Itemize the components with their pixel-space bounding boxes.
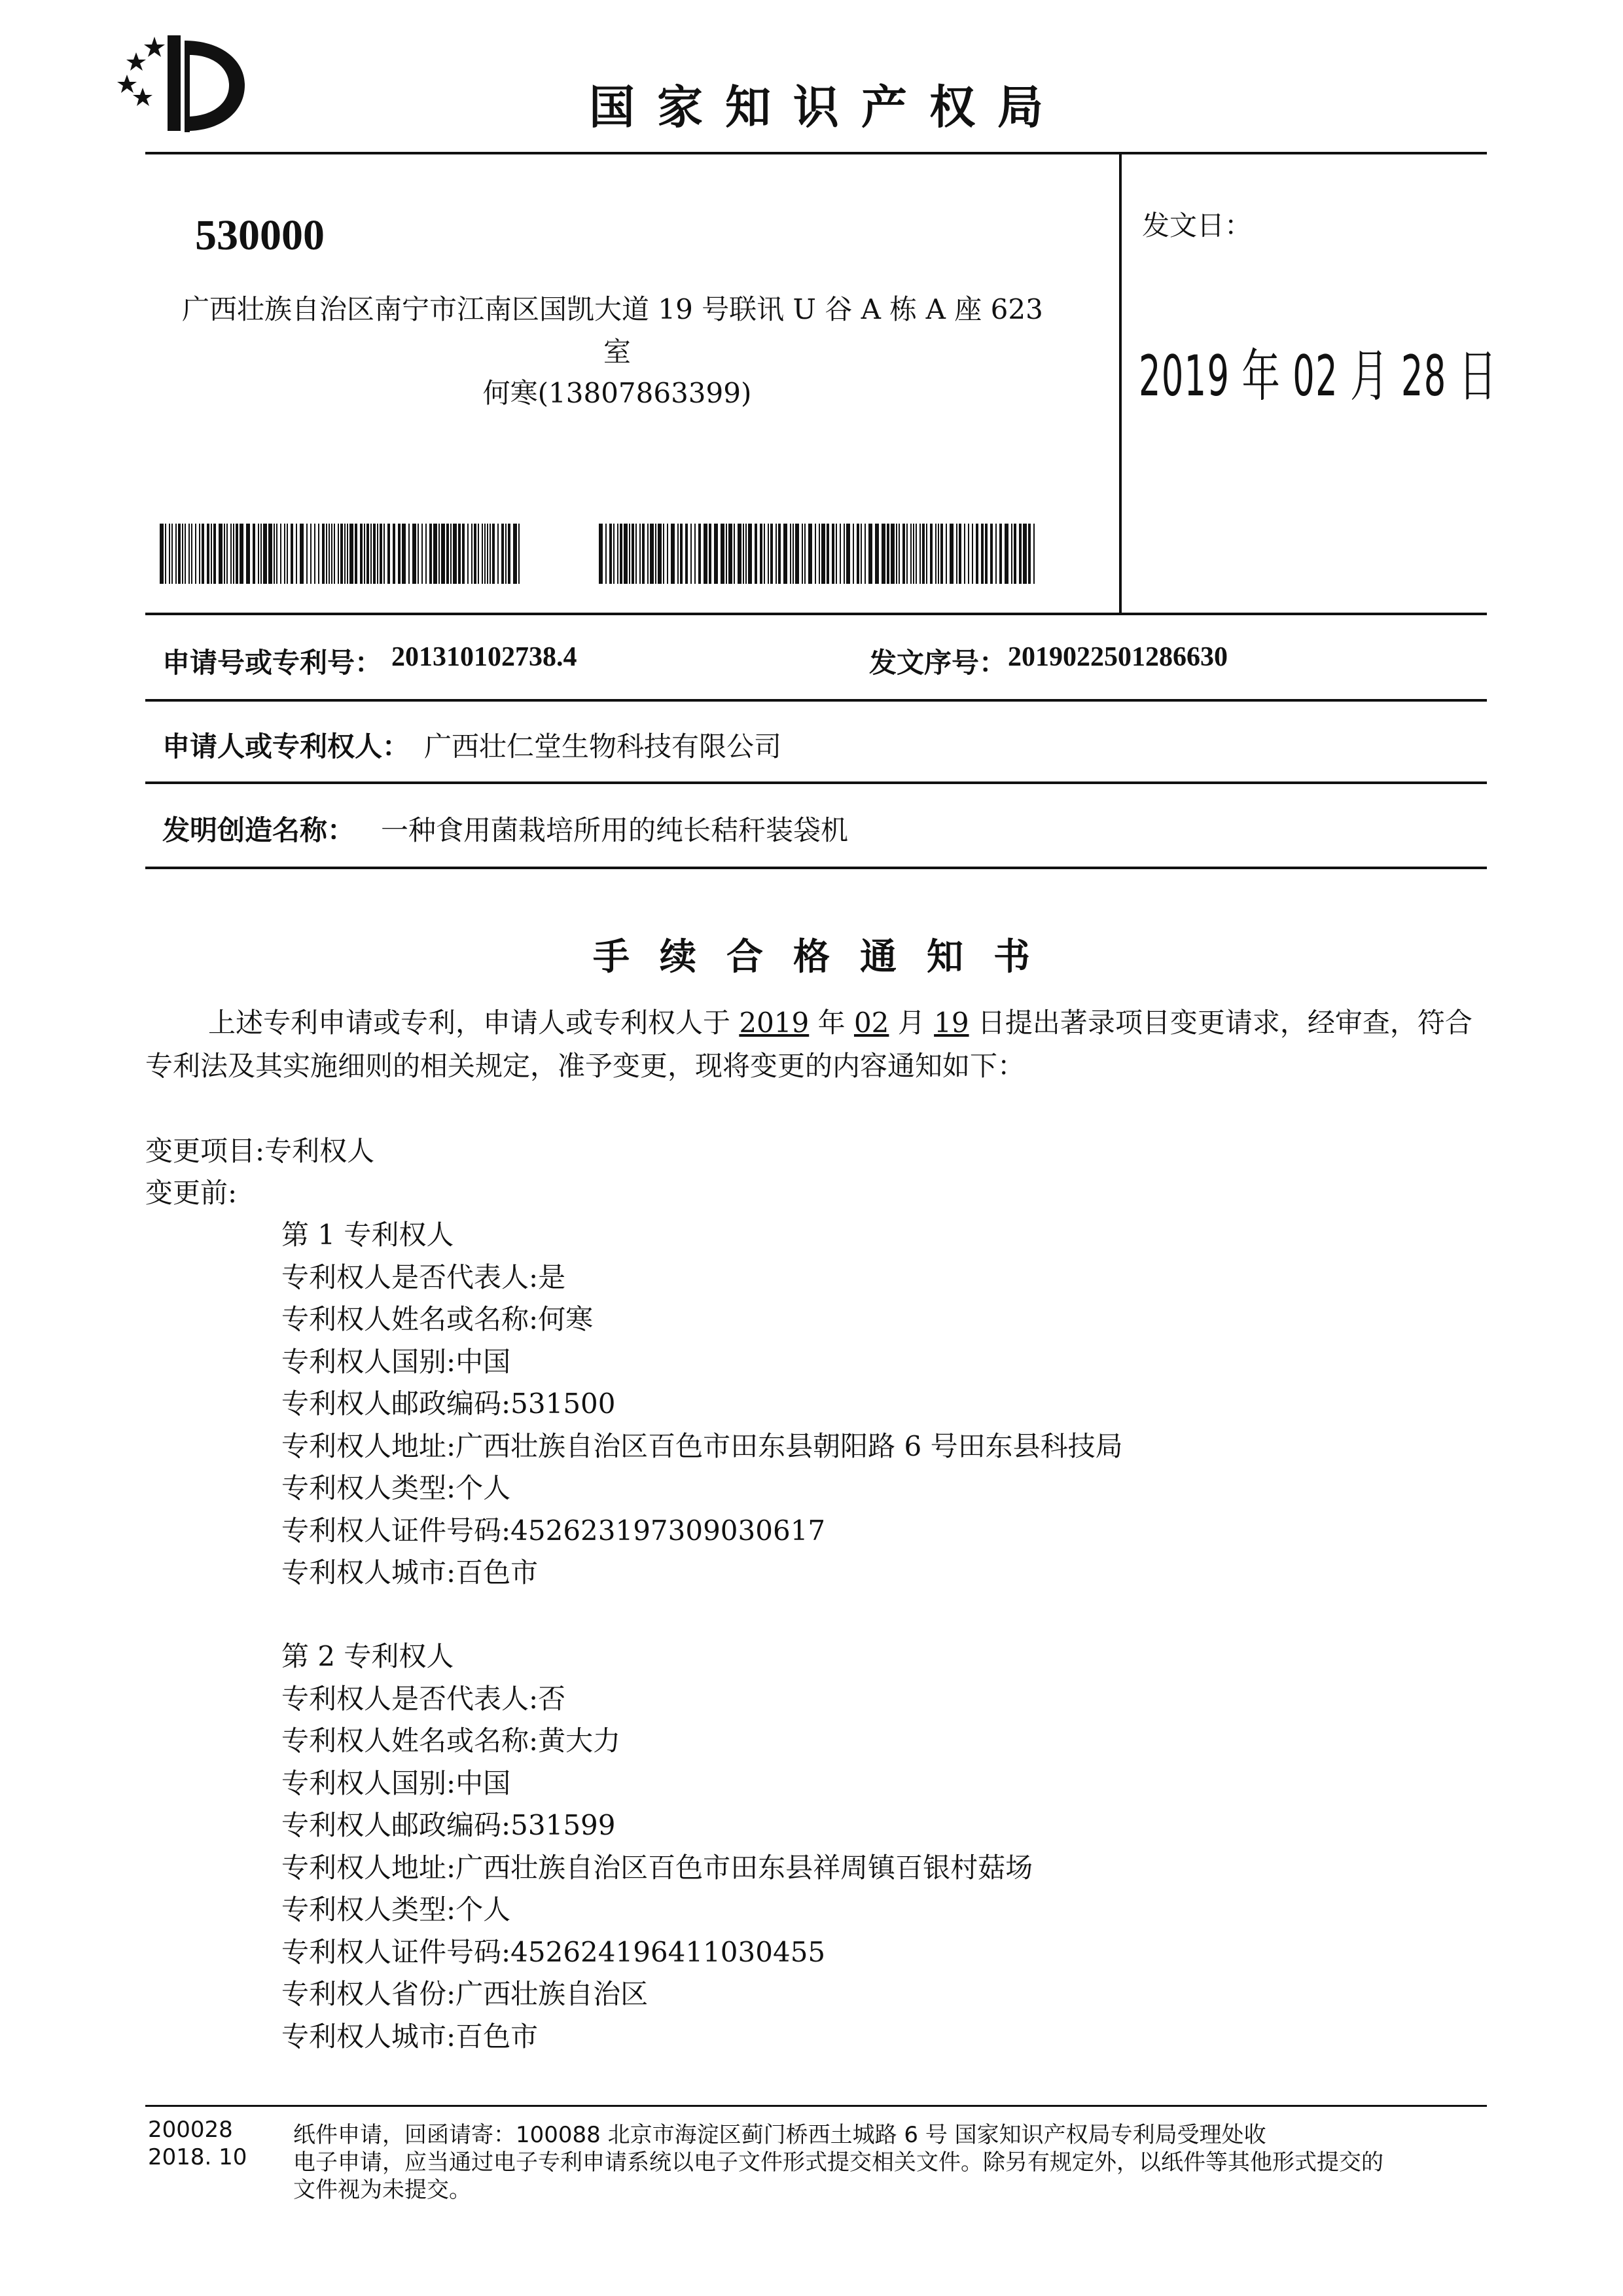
barcode-bar (314, 524, 315, 584)
request-month: 02 (853, 1007, 889, 1039)
barcode-bar (300, 524, 304, 584)
barcode-bar (938, 524, 939, 584)
barcode-bar (318, 524, 319, 584)
barcode-bar (930, 524, 933, 584)
barcode-bar (1023, 524, 1027, 584)
barcode-bar (412, 524, 416, 584)
barcode-bar (748, 524, 752, 584)
barcode-bar (968, 524, 969, 584)
barcode-bar (360, 524, 363, 584)
barcode-bar (178, 524, 181, 584)
barcode-bar (808, 524, 812, 584)
barcode-bar (896, 524, 897, 584)
barcode-bar (366, 524, 369, 584)
barcode-bar (985, 524, 988, 584)
barcode-bar (474, 524, 476, 584)
barcode-bar (377, 524, 378, 584)
address-rule (145, 613, 1487, 615)
barcode-bar (199, 524, 200, 584)
barcode-bar (246, 524, 250, 584)
barcode-bar (815, 524, 816, 584)
barcode-bar (760, 524, 762, 584)
paragraph-text-1: 上述专利申请或专利，申请人或专利权人于 (208, 1007, 740, 1039)
barcode-bar (972, 524, 973, 584)
barcode-bar (387, 524, 390, 584)
owner-field: 专利权人国别:中国 (281, 1345, 511, 1378)
footer-line-2: 电子申请，应当通过电子专利申请系统以电子文件形式提交相关文件。除另有规定外，以纸件等其他形式提交的 (293, 2149, 1383, 2176)
barcode-bar (832, 524, 834, 584)
barcode-bar (990, 524, 993, 584)
barcode-bar (433, 524, 437, 584)
footer-rule (145, 2105, 1487, 2107)
barcode-bar (467, 524, 469, 584)
barcode-bar (844, 524, 845, 584)
barcode-bar (734, 524, 735, 584)
barcode-bar (326, 524, 327, 584)
barcode-bar (745, 524, 747, 584)
barcode-bar (624, 524, 628, 584)
barcode-bar (976, 524, 978, 584)
barcode-bar (827, 524, 829, 584)
barcode-bar (629, 524, 630, 584)
owner-field: 专利权人是否代表人:否 (281, 1682, 566, 1715)
barcode-bar (347, 524, 348, 584)
barcode-bar (490, 524, 491, 584)
barcode-bar (861, 524, 862, 584)
change-item: 变更项目:专利权人 (145, 1135, 375, 1167)
barcode-bar (408, 524, 410, 584)
barcode-bar (926, 524, 927, 584)
barcode-bar (258, 524, 259, 584)
owner-field: 专利权人地址:广西壮族自治区百色市田东县朝阳路 6 号田东县科技局 (281, 1429, 1123, 1462)
barcode-bar (230, 524, 232, 584)
barcode-bar (768, 524, 769, 584)
barcode-bar (462, 524, 465, 584)
barcode-bar (263, 524, 267, 584)
barcode-bar (617, 524, 618, 584)
barcode-bar (613, 524, 615, 584)
applicant-value: 广西壮仁堂生物科技有限公司 (424, 730, 782, 762)
panel-divider (1119, 152, 1122, 614)
row-rule-2 (145, 781, 1487, 784)
barcode-bar (655, 524, 656, 584)
barcode-bar (964, 524, 965, 584)
barcode-bar (1028, 524, 1031, 584)
barcode-bar (658, 524, 662, 584)
barcode-bar (1033, 524, 1035, 584)
barcode-bar (202, 524, 204, 584)
barcode-bar (728, 524, 732, 584)
barcode-bar (425, 524, 427, 584)
barcode-bar (910, 524, 912, 584)
barcode-bar (726, 524, 727, 584)
barcode-bar (709, 524, 711, 584)
barcode-bar (639, 524, 641, 584)
barcode-bar (902, 524, 905, 584)
barcode-bar (875, 524, 879, 584)
owner-field: 专利权人类型:个人 (281, 1472, 511, 1504)
barcode-bar (398, 524, 401, 584)
barcode-bar (778, 524, 781, 584)
barcode-bar (458, 524, 461, 584)
barcode-bar (795, 524, 799, 584)
barcode-bar (276, 524, 277, 584)
notice-paragraph (145, 1001, 1487, 1088)
barcode-bar (329, 524, 330, 584)
barcode-bar (492, 524, 495, 584)
barcode-bar (721, 524, 724, 584)
barcode-bar (453, 524, 457, 584)
barcode-bar (956, 524, 957, 584)
barcode-bar (191, 524, 192, 584)
barcode-bar (647, 524, 649, 584)
barcode-bar (922, 524, 925, 584)
footer-line-3: 文件视为未提交。 (293, 2177, 471, 2203)
barcode-bar (484, 524, 486, 584)
footer-line-1: 纸件申请，回函请寄：100088 北京市海淀区蓟门桥西土城路 6 号 国家知识产权局专利局受理处收 (293, 2122, 1266, 2148)
invention-title-label: 发明创造名称： (162, 814, 355, 846)
barcode-bar (882, 524, 885, 584)
barcode-bar (1011, 524, 1012, 584)
barcode-bar (935, 524, 936, 584)
barcode-bar (887, 524, 889, 584)
owner-heading: 第 2 专利权人 (281, 1640, 454, 1672)
barcode-bar (195, 524, 196, 584)
barcode-bar (233, 524, 234, 584)
recipient-address-line2: 室 (603, 336, 631, 368)
barcode-bar (296, 524, 297, 584)
owner-field: 专利权人姓名或名称:何寒 (281, 1303, 594, 1335)
owner-heading: 第 1 专利权人 (281, 1219, 454, 1251)
header-rule (145, 152, 1487, 154)
barcode-bar (620, 524, 622, 584)
barcode-bar (513, 524, 517, 584)
barcode-bar (402, 524, 406, 584)
owner-field: 专利权人姓名或名称:黄大力 (281, 1725, 621, 1757)
barcode-bar (482, 524, 483, 584)
barcode-bar (1005, 524, 1008, 584)
barcode-bar (518, 524, 520, 584)
barcode-bar (680, 524, 683, 584)
barcode-bar (698, 524, 701, 584)
applicant-label: 申请人或专利权人： (162, 730, 410, 762)
barcode-bar (438, 524, 440, 584)
barcode-bar (226, 524, 228, 584)
barcode-bar (287, 524, 288, 584)
barcode-bar (344, 524, 346, 584)
barcode-bar (169, 524, 170, 584)
barcode-bar (236, 524, 238, 584)
barcode-bar (1014, 524, 1016, 584)
barcode-bar (671, 524, 675, 584)
barcode-bar (677, 524, 679, 584)
barcode-bar (821, 524, 825, 584)
barcode-bar (790, 524, 791, 584)
row-rule-1 (145, 699, 1487, 702)
barcode-bar (260, 524, 262, 584)
barcode-bar (338, 524, 339, 584)
barcode-bar (819, 524, 820, 584)
paragraph-text-4: 日提出著录项目变更请求，经审查，符合专利法及其实施细则的相关规定，准予变更，现将变更的内容通知如下： (145, 1007, 1472, 1082)
barcode-bar (160, 524, 164, 584)
barcode-bar (685, 524, 688, 584)
barcode-bar (853, 524, 854, 584)
barcode-bar (690, 524, 692, 584)
barcode-bar (334, 524, 335, 584)
paragraph-text-2: 年 (809, 1007, 854, 1039)
barcode-bar (764, 524, 765, 584)
barcode-bar (667, 524, 668, 584)
barcode-bar (793, 524, 794, 584)
barcode-bar (599, 524, 603, 584)
barcode-bar (211, 524, 212, 584)
barcode-bar (446, 524, 449, 584)
barcode-bar (609, 524, 612, 584)
barcode-bar (650, 524, 654, 584)
barcode-bar (704, 524, 707, 584)
barcode-bar (291, 524, 293, 584)
barcode-bar (380, 524, 382, 584)
barcode-bar (913, 524, 914, 584)
dispatch-serial-label: 发文序号： (869, 647, 1007, 679)
barcode-bar (349, 524, 353, 584)
dispatch-serial-value: 2019022501286630 (1008, 642, 1228, 672)
barcode-bar (840, 524, 841, 584)
dispatch-date-value: 2019 年 02 月 28 日 (1139, 344, 1498, 409)
barcode-bar (738, 524, 741, 584)
barcode-bar (755, 524, 757, 584)
barcode-bar (383, 524, 385, 584)
barcode-bar (268, 524, 272, 584)
barcode-bar (836, 524, 837, 584)
cnipa-logo (116, 34, 247, 139)
owner-field: 专利权人省份:广西壮族自治区 (281, 1978, 649, 2010)
barcode-bar (219, 524, 223, 584)
barcode-bar (804, 524, 806, 584)
barcode-bar (418, 524, 419, 584)
barcode-bar (171, 524, 173, 584)
recipient-address-line1: 广西壮族自治区南宁市江南区国凯大道 19 号联讯 U 谷 A 栋 A 座 623 (182, 293, 1043, 325)
barcode-bar (441, 524, 445, 584)
barcode-bar (322, 524, 325, 584)
barcode-bar (185, 524, 186, 584)
barcode-bar (899, 524, 900, 584)
barcode-bar (497, 524, 499, 584)
barcode-bar (508, 524, 510, 584)
barcode-bar (213, 524, 216, 584)
barcode-bar (770, 524, 773, 584)
barcode-bar (906, 524, 908, 584)
barcode-bar (865, 524, 866, 584)
barcode-bar (306, 524, 308, 584)
application-number-value: 201310102738.4 (391, 642, 577, 672)
barcode-bar (743, 524, 744, 584)
form-code: 200028 (148, 2117, 233, 2143)
barcode-bar (487, 524, 488, 584)
owner-field: 专利权人地址:广西壮族自治区百色市田东县祥周镇百银村菇场 (281, 1851, 1033, 1884)
barcode-bar (188, 524, 190, 584)
office-name: 国家知识产权局 (589, 81, 1065, 134)
owner-field: 专利权人邮政编码:531599 (281, 1809, 616, 1841)
barcode-right (599, 524, 1037, 584)
owner-field: 专利权人证件号码:452624196411030455 (281, 1935, 826, 1968)
owner-field: 专利权人证件号码:452623197309030617 (281, 1514, 826, 1547)
barcode-bar (940, 524, 943, 584)
barcode-bar (916, 524, 917, 584)
barcode-bar (959, 524, 961, 584)
barcode-bar (340, 524, 343, 584)
barcode-bar (981, 524, 984, 584)
barcode-bar (471, 524, 473, 584)
barcode-bar (642, 524, 645, 584)
barcode-bar (373, 524, 376, 584)
barcode-bar (355, 524, 357, 584)
barcode-bar (364, 524, 365, 584)
barcode-bar (501, 524, 504, 584)
barcode-bar (182, 524, 183, 584)
owner-field: 专利权人国别:中国 (281, 1767, 511, 1799)
barcode-bar (694, 524, 696, 584)
request-year: 2019 (739, 1007, 810, 1039)
barcode-bar (632, 524, 634, 584)
barcode-bar (207, 524, 209, 584)
barcode-bar (450, 524, 452, 584)
barcode-bar (505, 524, 507, 584)
owner-field: 专利权人城市:百色市 (281, 1556, 539, 1588)
barcode-bar (857, 524, 859, 584)
barcode-bar (175, 524, 177, 584)
barcode-bar (635, 524, 637, 584)
row-rule-3 (145, 867, 1487, 869)
owner-field: 专利权人城市:百色市 (281, 2020, 539, 2053)
barcode-bar (284, 524, 285, 584)
barcode-bar (783, 524, 787, 584)
barcode-bar (310, 524, 312, 584)
barcode-bar (714, 524, 718, 584)
barcode-bar (950, 524, 954, 584)
barcode-bar (280, 524, 281, 584)
barcode-bar (253, 524, 255, 584)
request-day: 19 (934, 1007, 969, 1039)
form-date: 2018. 10 (148, 2144, 247, 2170)
barcode-bar (868, 524, 872, 584)
barcode-left (160, 524, 523, 584)
barcode-bar (946, 524, 947, 584)
barcode-bar (846, 524, 850, 584)
barcode-bar (891, 524, 895, 584)
barcode-bar (605, 524, 607, 584)
invention-title-value: 一种食用菌栽培所用的纯长秸秆装袋机 (381, 814, 849, 846)
barcode-bar (429, 524, 432, 584)
barcode-bar (393, 524, 395, 584)
barcode-bar (478, 524, 479, 584)
owner-field: 专利权人邮政编码:531500 (281, 1388, 616, 1420)
barcode-bar (370, 524, 372, 584)
barcode-bar (663, 524, 664, 584)
dispatch-date-label: 发文日： (1142, 209, 1253, 242)
barcode-bar (274, 524, 275, 584)
barcode-bar (919, 524, 921, 584)
barcode-bar (331, 524, 332, 584)
owner-field: 专利权人类型:个人 (281, 1893, 511, 1926)
barcode-bar (165, 524, 166, 584)
owner-field: 专利权人是否代表人:是 (281, 1261, 566, 1293)
recipient-contact: 何寒(13807863399) (482, 377, 752, 409)
before-change-label: 变更前: (145, 1177, 238, 1209)
barcode-bar (776, 524, 777, 584)
recipient-postcode: 530000 (195, 211, 325, 259)
barcode-bar (995, 524, 997, 584)
paragraph-text-3: 月 (889, 1007, 935, 1039)
barcode-bar (224, 524, 225, 584)
barcode-bar (999, 524, 1002, 584)
notice-title: 手续合格通知书 (593, 936, 1060, 978)
barcode-bar (421, 524, 423, 584)
barcode-bar (1019, 524, 1022, 584)
barcode-bar (240, 524, 243, 584)
application-number-label: 申请号或专利号： (162, 647, 383, 679)
barcode-bar (802, 524, 803, 584)
